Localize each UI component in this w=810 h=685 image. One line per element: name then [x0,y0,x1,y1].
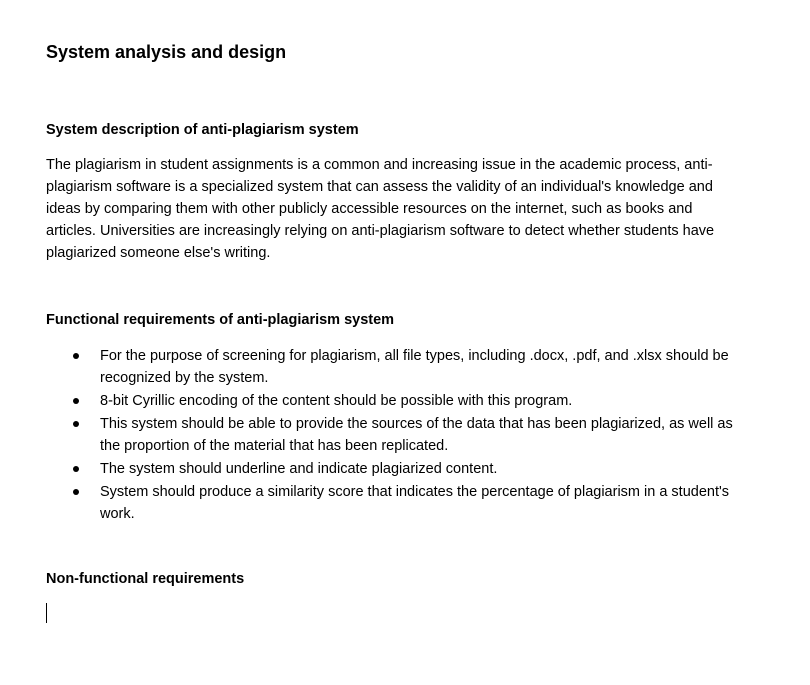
document-title: System analysis and design [46,42,287,62]
list-item-text: For the purpose of screening for plagiarism, all file types, including .docx, .pdf, and .xlsx should be recognized by the system. [100,348,729,386]
bullet-icon [73,489,79,495]
list-item [46,413,740,457]
bullet-icon [73,353,79,359]
bullet-icon [73,398,79,404]
functional-requirements-list [46,345,740,526]
list-item [46,458,740,480]
list-item-text: 8-bit Cyrillic encoding of the content should be possible with this program. [100,393,573,409]
text-cursor[interactable] [46,603,47,623]
list-item [46,481,740,525]
bullet-icon [73,466,79,472]
bullet-icon [73,421,79,427]
list-item [46,390,740,412]
list-item-text: The system should underline and indicate plagiarized content. [100,461,498,477]
list-item-text: System should produce a similarity score that indicates the percentage of plagiarism in a student's work. [100,484,730,522]
system-description-paragraph: The plagiarism in student assignments is a common and increasing issue in the academic process, anti-plagiarism software is a specialized system that can assess the validity of an individual's knowledge and ideas by comparing them with other publicly accessible resources on the internet, such as books and articles. Universities are increasingly relying on anti-plagiarism software to detect whether students have plagiarized someone else's writing. [46,157,715,261]
list-item-text: This system should be able to provide the sources of the data that has been plagiarized, as well as the proportion of the material that has been replicated. [100,416,733,454]
section-heading-non-functional-requirements: Non-functional requirements [46,571,245,587]
section-heading-system-description: System description of anti-plagiarism system [46,122,359,138]
section-heading-functional-requirements: Functional requirements of anti-plagiarism system [46,312,395,328]
list-item [46,345,740,389]
